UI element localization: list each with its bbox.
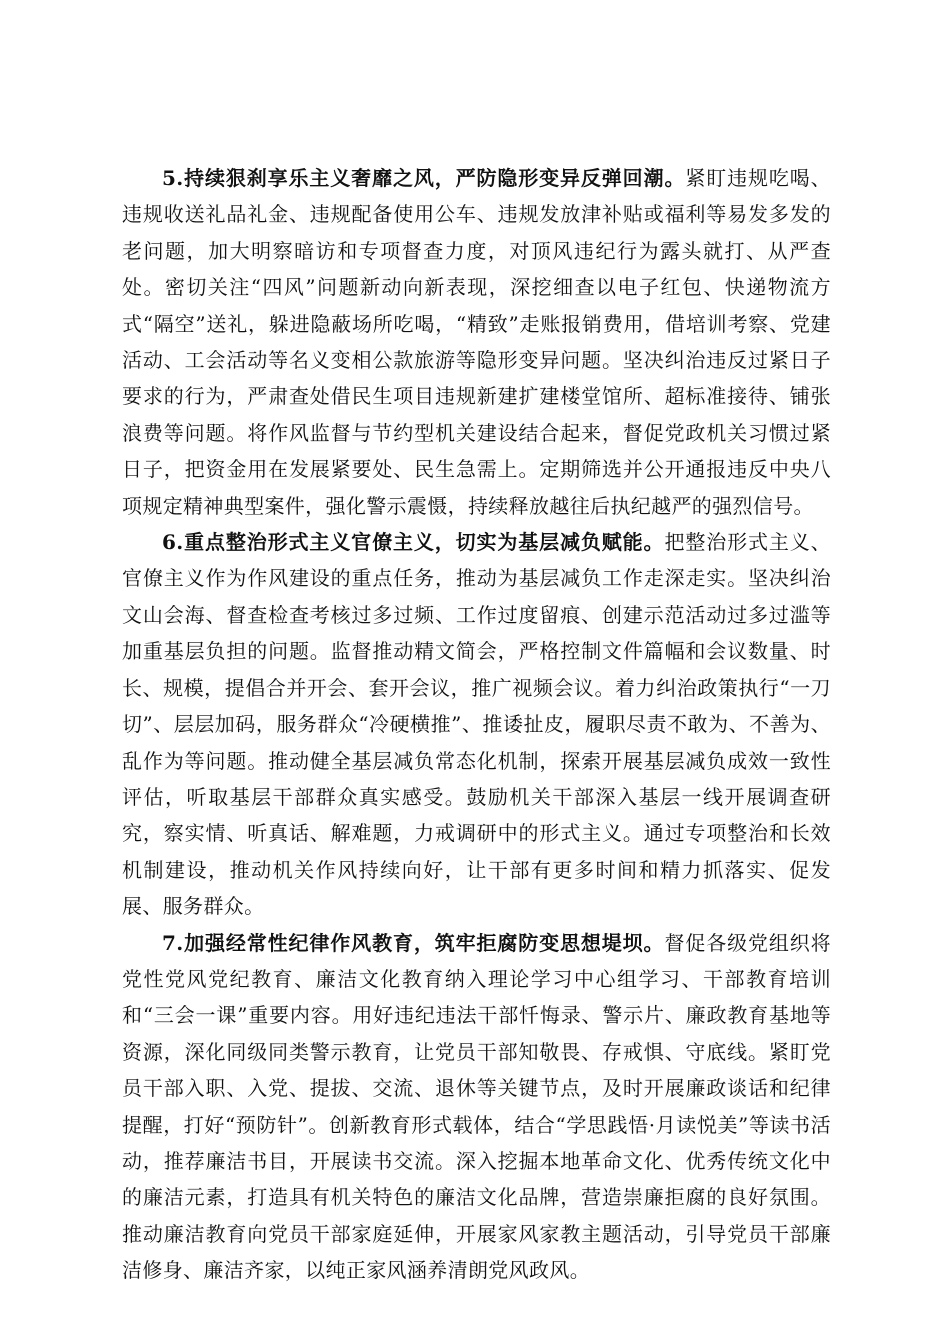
- paragraph-6-body: 把整治形式主义、官僚主义作为作风建设的重点任务，推动为基层减负工作走深走实。坚决纠治文山会海、督查检查考核过多过频、工作过度留痕、创建示范活动过多过滥等加重基层负担的问题。监督推动精文简会，严格控制文件篇幅和会议数量、时长、规模，提倡合并开会、套开会议，推广视频会议。着力纠治政策执行“一刀切”、层层加码，服务群众“冷硬横推”、推诿扯皮，履职尽责不敢为、不善为、乱作为等问题。推动健全基层减负常态化机制，探索开展基层减负成效一致性评估，听取基层干部群众真实感受。鼓励机关干部深入基层一线开展调查研究，察实情、听真话、解难题，力戒调研中的形式主义。通过专项整治和长效机制建设，推动机关作风持续向好，让干部有更多时间和精力抓落实、促发展、服务群众。: [122, 530, 831, 919]
- paragraph-7-heading: 7.加强经常性纪律作风教育，筑牢拒腐防变思想堤坝。: [162, 930, 665, 955]
- paragraph-5-body: 紧盯违规吃喝、违规收送礼品礼金、违规配备使用公车、违规发放津补贴或福利等易发多发的老问题，加大明察暗访和专项督查力度，对顶风违纪行为露头就打、从严查处。密切关注“四风”问题新动向新表现，深挖细查以电子红包、快递物流方式“隔空”送礼，躲进隐蔽场所吃喝，“精致”走账报销费用，借培训考察、党建活动、工会活动等名义变相公款旅游等隐形变异问题。坚决纠治违反过紧日子要求的行为，严肃查处借民生项目违规新建扩建楼堂馆所、超标准接待、铺张浪费等问题。将作风监督与节约型机关建设结合起来，督促党政机关习惯过紧日子，把资金用在发展紧要处、民生急需上。定期筛选并公开通报违反中央八项规定精神典型案件，强化警示震慑，持续释放越往后执纪越严的强烈信号。: [122, 166, 831, 518]
- paragraph-5-heading: 5.持续狠刹享乐主义奢靡之风，严防隐形变异反弹回潮。: [162, 166, 686, 190]
- paragraph-6: [122, 524, 831, 924]
- paragraph-5: [122, 160, 831, 524]
- document-page: [122, 160, 831, 1289]
- paragraph-7: [122, 925, 831, 1289]
- paragraph-6-heading: 6.重点整治形式主义官僚主义，切实为基层减负赋能。: [162, 530, 665, 555]
- paragraph-7-body: 督促各级党组织将党性党风党纪教育、廉洁文化教育纳入理论学习中心组学习、干部教育培训和“三会一课”重要内容。用好违纪违法干部忏悔录、警示片、廉政教育基地等资源，深化同级同类警示教育，让党员干部知敬畏、存戒惧、守底线。紧盯党员干部入职、入党、提拔、交流、退休等关键节点，及时开展廉政谈话和纪律提醒，打好“预防针”。创新教育形式载体，结合“学思践悟·月读悦美”等读书活动，推荐廉洁书目，开展读书交流。深入挖掘本地革命文化、优秀传统文化中的廉洁元素，打造具有机关特色的廉洁文化品牌，营造崇廉拒腐的良好氛围。推动廉洁教育向党员干部家庭延伸，开展家风家教主题活动，引导党员干部廉洁修身、廉洁齐家，以纯正家风涵养清朗党风政风。: [122, 930, 831, 1283]
